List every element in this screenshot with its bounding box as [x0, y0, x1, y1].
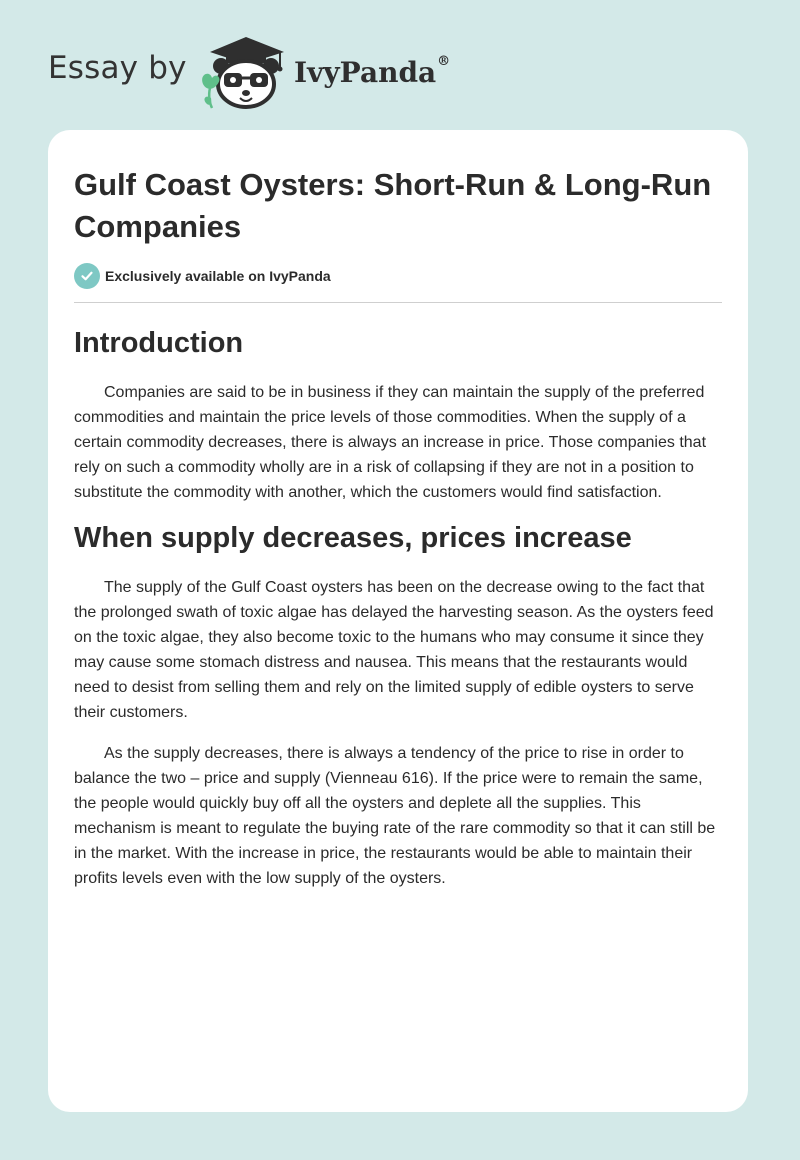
brand-header [48, 34, 568, 114]
exclusive-text: Exclusively available on IvyPanda [105, 268, 331, 284]
essay-card [48, 130, 748, 1112]
brand-prefix: Essay by [48, 50, 187, 86]
brand-name [294, 56, 450, 89]
paragraph: As the supply decreases, there is always a tendency of the price to rise in order to balance the two – price and supply (Vienneau 616). If the price were to remain the same, the people would quickly buy off all the oysters and deplete all the supplies. This mechanism is meant to regulate the buying rate of the rare commodity so that it can still be in the market. With the increase in price, the restaurants would be able to maintain their profits levels even with the low supply of the oysters. [74, 745, 716, 887]
registered-mark: ® [437, 54, 451, 69]
check-circle-icon [74, 263, 100, 289]
divider [74, 302, 722, 303]
paragraph: The supply of the Gulf Coast oysters has been on the decrease owing to the fact that the prolonged swath of toxic algae has delayed the harvesting season. As the oysters feed on the toxic algae, they also become toxic to the humans who may consume it since they may cause some stomach distress and nausea. This means that the restaurants would need to desist from selling them and rely on the limited supply of edible oysters to serve their customers. [74, 579, 714, 721]
essay-body [74, 326, 722, 891]
brand-name-text: IvyPanda [294, 56, 437, 89]
paragraph: Companies are said to be in business if they can maintain the supply of the preferred commodities and maintain the price levels of those commodities. When the supply of a certain commodity decreases, there is always an increase in price. Those companies that rely on such a commodity wholly are in a risk of collapsing if they are not in a position to substitute the commodity with another, which the customers would find satisfaction. [74, 384, 707, 501]
exclusive-badge [74, 263, 331, 289]
section-heading-introduction: Introduction [74, 327, 244, 359]
essay-title: Gulf Coast Oysters: Short-Run & Long-Run Companies [74, 167, 712, 244]
section-heading-supply-price: When supply decreases, prices increase [74, 522, 632, 554]
panda-logo-icon[interactable] [200, 34, 296, 110]
